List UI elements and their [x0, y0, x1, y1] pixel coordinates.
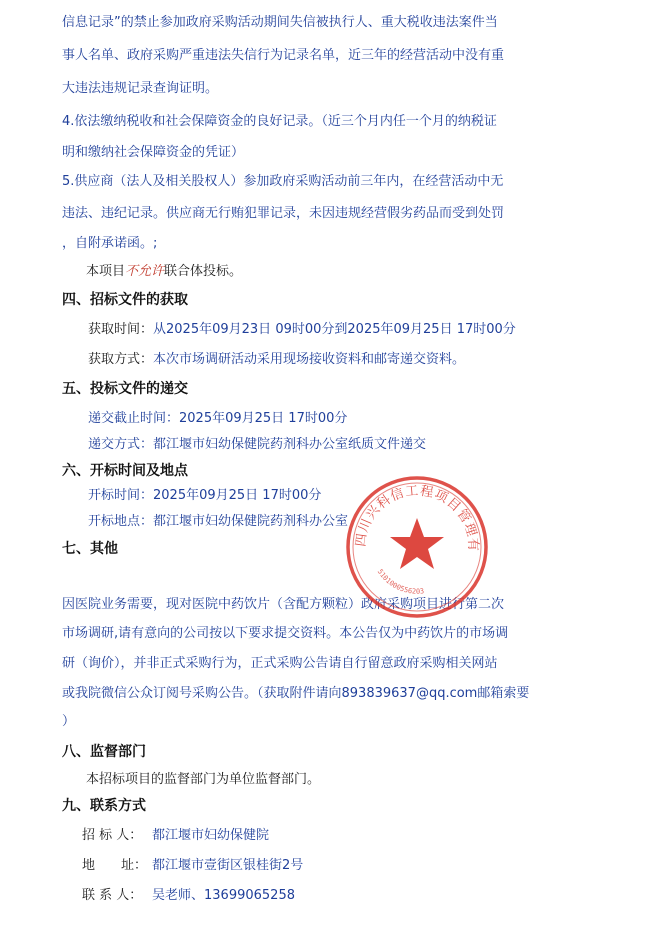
contact-person-value: 吴老师、13699065258 [152, 888, 295, 903]
section7-line-4: 或我院微信公众订阅号采购公告。（获取附件请向893839637@qq.com邮箱索要 [62, 686, 530, 701]
section4-heading: 四、招标文件的获取 [62, 292, 188, 308]
consortium-line [86, 263, 242, 281]
section4-method [88, 351, 465, 369]
item4-line-2: 明和缴纳社会保障资金的凭证） [62, 145, 245, 160]
section6-place: 开标地点：都江堰市妇幼保健院药剂科办公室 [88, 514, 349, 529]
contact-tenderer [82, 827, 269, 845]
section4-method-label: 获取方式： [88, 352, 154, 367]
section5-method: 递交方式：都江堰市妇幼保健院药剂科办公室纸质文件递交 [88, 437, 427, 452]
contact-address [82, 857, 303, 875]
item5-line-2: 违法、违纪记录。供应商无行贿犯罪记录，未因违规经营假劣药品而受到处罚 [62, 206, 505, 221]
section5-deadline: 递交截止时间：2025年09月25日 17时00分 [88, 411, 348, 426]
company-seal [344, 474, 490, 620]
item5-line-3: ，自附承诺函。; [62, 236, 158, 251]
contact-tenderer-value: 都江堰市妇幼保健院 [152, 828, 270, 843]
section4-time-label: 获取时间： [88, 322, 154, 337]
item4-line-1: 4.依法缴纳税收和社会保障资金的良好记录。（近三个月内任一个月的纳税证 [62, 114, 497, 129]
contact-person [82, 887, 295, 905]
item5-line-1: 5.供应商（法人及相关股权人）参加政府采购活动前三年内，在经营活动中无 [62, 174, 504, 189]
contact-person-label: 联 系 人： [82, 888, 143, 903]
section7-line-3: 研（询价），并非正式采购行为，正式采购公告请自行留意政府采购相关网站 [62, 656, 498, 671]
section8-heading: 八、监督部门 [62, 744, 146, 760]
svg-text:5101000556203 [376, 568, 425, 596]
contact-address-value: 都江堰市壹街区银桂街2号 [152, 858, 304, 873]
contact-tenderer-label: 招 标 人： [82, 828, 143, 843]
info-line-1: 信息记录”的禁止参加政府采购活动期间失信被执行人、重大税收违法案件当 [62, 15, 498, 30]
section7-heading: 七、其他 [62, 541, 118, 557]
section4-method-value: 本次市场调研活动采用现场接收资料和邮寄递交资料。 [153, 352, 466, 367]
section4-time-value: 从2025年09月23日 09时00分到2025年09月25日 17时00分 [153, 322, 516, 337]
seal-code: 5101000556203 [375, 567, 425, 596]
info-line-2: 事人名单、政府采购严重违法失信行为记录名单，近三年的经营活动中没有重 [62, 48, 505, 63]
section6-time: 开标时间：2025年09月25日 17时00分 [88, 488, 322, 503]
section7-line-5: ） [62, 714, 76, 729]
section6-heading: 六、开标时间及地点 [62, 463, 188, 479]
info-line-3: 大违法违规记录查询证明。 [62, 81, 219, 96]
consortium-emphasis: 不允许 [125, 264, 165, 279]
consortium-prefix: 本项目 [86, 264, 126, 279]
section5-heading: 五、投标文件的递交 [62, 381, 188, 397]
section8-body: 本招标项目的监督部门为单位监督部门。 [86, 772, 321, 787]
section4-time [88, 321, 516, 339]
contact-address-label: 地 址： [82, 858, 148, 873]
consortium-suffix: 联合体投标。 [164, 264, 243, 279]
seal-text: 四川兴科信工程项目管理有 [353, 483, 481, 553]
section9-heading: 九、联系方式 [62, 798, 146, 814]
seal-graphic [344, 474, 490, 620]
section7-line-2: 市场调研,请有意向的公司按以下要求提交资料。本公告仅为中药饮片的市场调 [62, 626, 509, 641]
section7-line-1: 因医院业务需要，现对医院中药饮片（含配方颗粒）政府采购项目进行第二次 [62, 597, 505, 612]
